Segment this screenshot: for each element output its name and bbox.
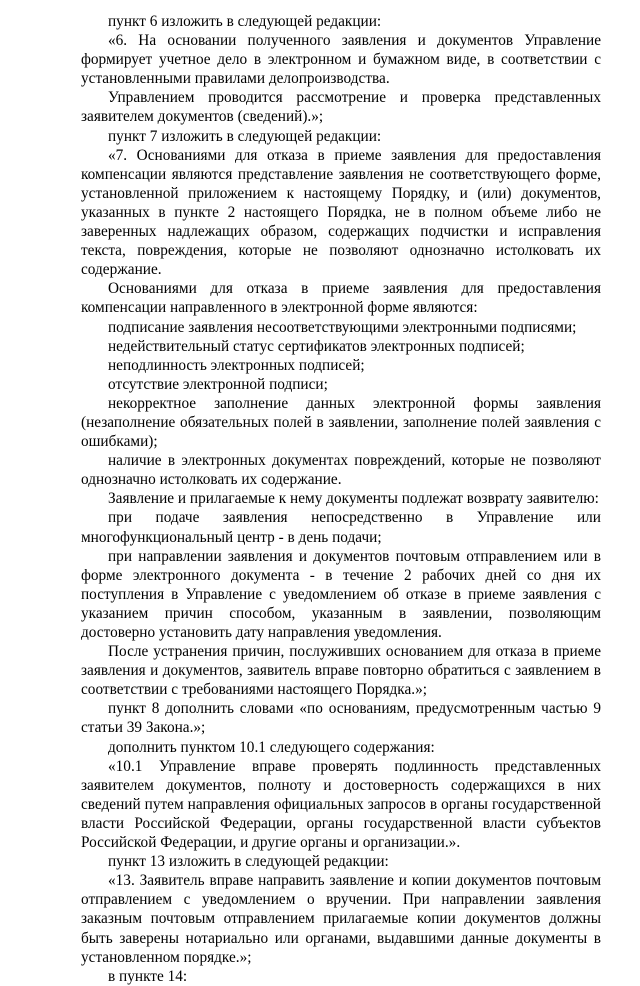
list-item-incorrect-form: некорректное заполнение данных электронной формы заявления (незаполнение обязательных полей в заявлении, заполнение полей заявления с ошибками);: [81, 394, 601, 451]
list-item-no-signature: отсутствие электронной подписи;: [108, 375, 328, 393]
list-item-postal-submission: при направлении заявления и документов почтовым отправлением или в форме электронного документа - в течение 2 рабочих дней со дня их поступления в Управление с уведомлением об отказе в приеме заявления с указанием причин способом, указанным в заявлении, позволяющим достоверно установить дату направления уведомления.: [81, 547, 601, 641]
paragraph-item-10-1-intro: дополнить пунктом 10.1 следующего содержания:: [108, 738, 435, 756]
list-item-signatures: подписание заявления несоответствующими электронными подписями;: [108, 318, 577, 336]
paragraph-clause-6: «6. На основании полученного заявления и документов Управление формирует учетное дело в электронном и бумажном виде, в соответствии с установленными правилами делопроизводства.: [81, 32, 601, 88]
paragraph-clause-6-review: Управлением проводится рассмотрение и проверка представленных заявителем документов (сведений).»;: [81, 89, 601, 126]
paragraph-return: Заявление и прилагаемые к нему документы подлежат возврату заявителю:: [108, 490, 599, 508]
paragraph-electronic-grounds: Основаниями для отказа в приеме заявления для предоставления компенсации направленного в электронной форме являются:: [81, 280, 601, 317]
paragraph-item-14-intro: в пункте 14:: [108, 967, 188, 985]
paragraph-clause-7: «7. Основаниями для отказа в приеме заявления для предоставления компенсации являются представление заявления не соответствующего форме, установленной приложением к настоящему Порядку, и (или) документов, указанных в пункте 2 настоящего Порядка, не в полном объеме либо не заверенных надлежащих образом, содержащих подчистки и исправления текста, повреждения, которые не позволяют однозначно истолковать их содержание.: [81, 146, 601, 279]
paragraph-item-7-intro: пункт 7 изложить в следующей редакции:: [108, 127, 382, 145]
paragraph-clause-10-1: «10.1 Управление вправе проверять подлинность представленных заявителем документов, полноту и достоверность содержащихся в них сведений путем направления официальных запросов в органы государственной власти Российской Федерации, органы государственной власти субъектов Российской Федерации, и другие органы и организации.».: [81, 757, 601, 852]
paragraph-item-13-intro: пункт 13 изложить в следующей редакции:: [108, 853, 389, 871]
paragraph-item-8: пункт 8 дополнить словами «по основаниям, предусмотренным частью 9 статьи 39 Закона.»;: [81, 700, 601, 737]
paragraph-item-6-intro: пункт 6 изложить в следующей редакции:: [108, 13, 382, 30]
paragraph-clause-13: «13. Заявитель вправе направить заявление и копии документов почтовым отправлением с уведомлением о вручении. При направлении заявления заказным почтовым отправлением прилагаемые копии документов должны быть заверены нотариально или органами, выдавшими данные документы в установленном порядке.»;: [81, 872, 601, 966]
list-item-direct-submission: при подаче заявления непосредственно в Управление или многофункциональный центр - в день подачи;: [81, 509, 601, 546]
list-item-inauthentic: неподлинность электронных подписей;: [108, 356, 365, 374]
paragraph-resubmission: После устранения причин, послуживших основанием для отказа в приеме заявления и документов, заявитель вправе повторно обратиться с заявлением в соответствии с требованиями настоящего Порядка.»;: [81, 643, 601, 699]
list-item-certificates: недействительный статус сертификатов электронных подписей;: [108, 337, 525, 355]
list-item-damaged-docs: наличие в электронных документах повреждений, которые не позволяют однозначно истолковать их содержание.: [81, 452, 601, 489]
